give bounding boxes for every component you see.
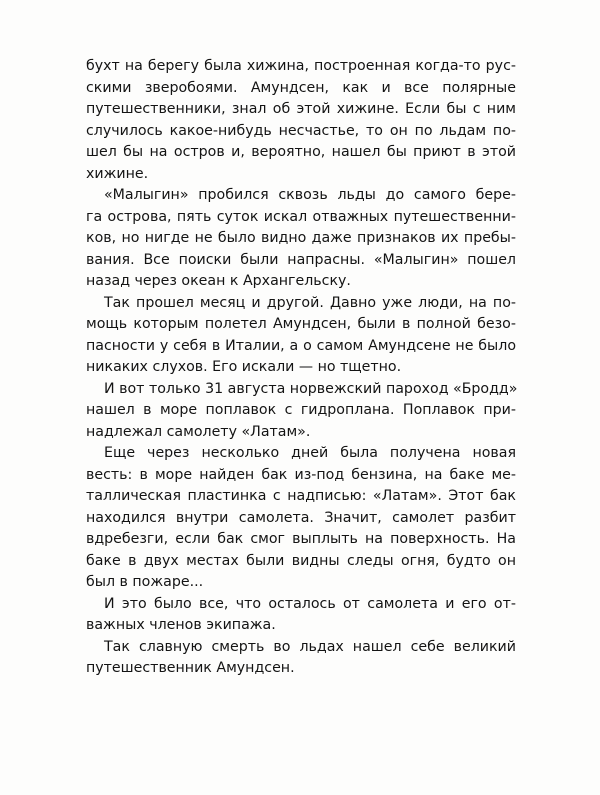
- text-line: путешественники, знал об этой хижине. Если бы с ним: [86, 101, 516, 117]
- text-line: баке в двух местах были видны следы огня, будто он: [86, 552, 516, 569]
- text-line: находился внутри самолета. Значит, самолет разбит: [86, 509, 516, 526]
- text-line: «Малыгин» пробился сквозь льды до самого бере-: [104, 187, 516, 203]
- text-line: путешественник Амундсен.: [86, 660, 295, 676]
- text-line: весть: в море найден бак из-под бензина, на баке ме-: [86, 466, 516, 483]
- text-line: случилось какое-нибудь несчастье, то он по льдам по-: [86, 122, 516, 139]
- text-line: важных членов экипажа.: [86, 617, 276, 633]
- text-line: га острова, пять суток искал отважных путешественни-: [86, 208, 516, 225]
- text-line: И это было все, что осталось от самолета и его от-: [104, 595, 516, 612]
- text-line: надлежал самолету «Латам».: [86, 423, 311, 440]
- text-line: бухт на берегу была хижина, построенная когда-то рус-: [86, 58, 516, 74]
- text-line: назад через океан к Архангельску.: [86, 273, 351, 289]
- text-line: ков, но нигде не было видно даже признаков их пребы-: [86, 230, 516, 246]
- text-line: вдребезги, если бак смог выплыть на поверхность. На: [86, 531, 516, 547]
- text-line: был в пожаре...: [86, 574, 204, 590]
- text-line: никаких слухов. Его искали — но тщетно.: [86, 359, 402, 375]
- page-text: [86, 56, 516, 680]
- text-line: И вот только 31 августа норвежский пароход «Бродд»: [104, 380, 518, 397]
- text-line: мощь которым полетел Амундсен, были в полной безо-: [86, 316, 516, 332]
- text-line: вания. Все поиски были напрасны. «Малыгин» пошел: [86, 251, 516, 268]
- text-line: пасности у себя в Италии, а о самом Амундсене не было: [86, 337, 516, 354]
- text-line: шел бы на остров и, вероятно, нашел бы приют в этой: [86, 144, 516, 160]
- text-line: таллическая пластинка с надписью: «Латам». Этот бак: [86, 488, 516, 504]
- text-line: Так славную смерть во льдах нашел себе великий: [104, 638, 516, 655]
- text-line: нашел в море поплавок с гидроплана. Поплавок при-: [86, 402, 516, 418]
- text-line: скими зверобоями. Амундсен, как и все полярные: [86, 79, 516, 96]
- text-line: Еще через несколько дней была получена новая: [104, 445, 516, 461]
- text-line: Так прошел месяц и другой. Давно уже люди, на по-: [104, 294, 516, 311]
- text-line: хижине.: [86, 165, 149, 182]
